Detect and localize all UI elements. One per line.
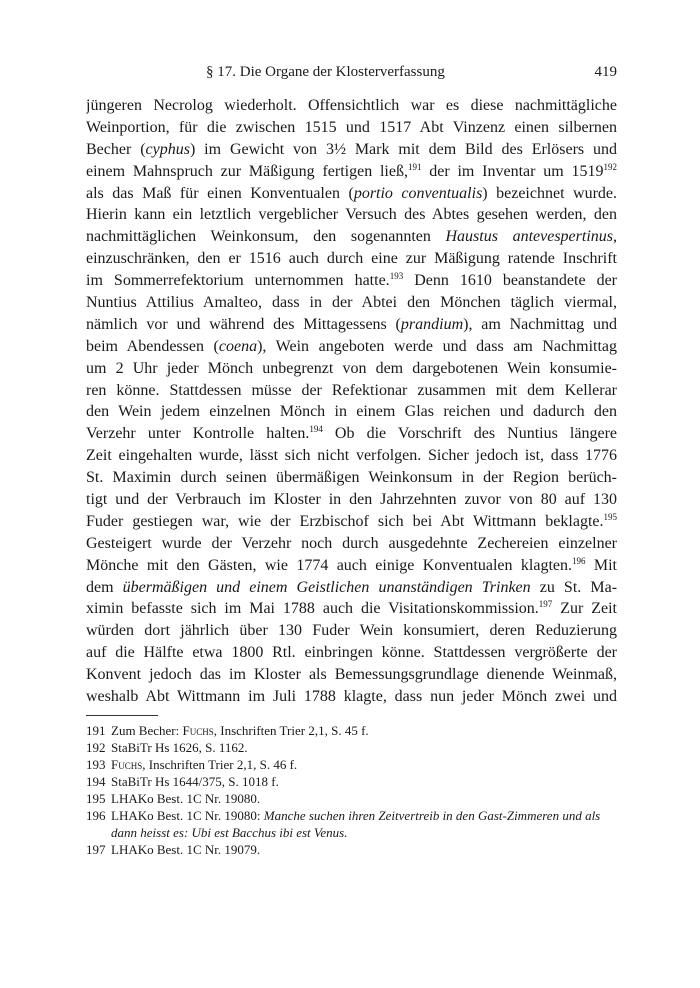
footnote — [86, 807, 617, 841]
page-number: 419 — [594, 64, 617, 80]
footnote — [86, 722, 617, 739]
text-line: beim Abendessen (coena), Wein angeboten werde und dass am Nachmittag — [86, 337, 617, 355]
running-title: § 17. Die Organe der Klosterverfassung — [206, 64, 445, 80]
footnote — [86, 739, 617, 756]
footnote-number: 191 — [86, 723, 106, 738]
text-line: im Sommerrefektorium unternommen hatte.$^{193}$ Denn 1610 beanstandete der — [86, 271, 617, 290]
text-line: ren könne. Stattdessen müsse der Refektionar zusammen mit dem Kellerar — [86, 381, 617, 399]
text-line: ximin befasste sich im Mai 1788 auch die Visitationskommission.$^{197}$ Zur Zeit — [86, 599, 617, 618]
footnote-ref: 196 — [571, 555, 586, 566]
footnote-text: Fuchs, Inschriften Trier 2,1, S. 46 f. — [111, 757, 298, 772]
footnote-number: 193 — [86, 757, 106, 772]
text-line: jüngeren Necrolog wiederholt. Offensichtlich war es diese nachmittägliche — [86, 97, 617, 114]
text-line: Becher (cyphus) im Gewicht von 3½ Mark mit dem Bild des Erlösers und — [86, 140, 617, 158]
text-line: Fuder gestiegen war, wie der Erzbischof sich bei Abt Wittmann beklagte.$^{195}$ — [86, 511, 617, 530]
text-line: einzuschränken, den er 1516 auch durch eine zur Mäßigung ratende Inschrift — [86, 250, 617, 268]
footnote-text: LHAKo Best. 1C Nr. 19080: Manche suchen ihren Zeitvertreib in den Gast-Zimmeren und als dann heisst es: Ubi est Bacchus ibi est Venus. — [111, 808, 601, 840]
main-text — [86, 95, 617, 708]
text-line: als das Maß für einen Konventualen (portio conventualis) bezeichnet wurde. — [86, 184, 617, 202]
text-line: Konvent jedoch das im Kloster als Bemessungsgrundlage dienende Weinmaß, — [86, 666, 617, 684]
text-line: um 2 Uhr jeder Mönch unbegrenzt von dem dargebotenen Wein konsumie- — [86, 359, 617, 377]
text-line: auf die Hälfte etwa 1800 Rtl. einbringen könne. Stattdessen vergrößerte der — [86, 644, 617, 662]
text-line: Hierin kann ein letztlich vergeblicher Versuch des Abtes gesehen werden, den — [86, 206, 617, 224]
footnote-number: 195 — [86, 791, 106, 806]
text-line: tigt und der Verbrauch im Kloster in den Jahrzehnten zuvor von 80 auf 130 — [86, 491, 617, 509]
footnote-text: LHAKo Best. 1C Nr. 19079. — [111, 842, 261, 857]
text-line: Gesteigert wurde der Verzehr noch durch ausgedehnte Zechereien einzelner — [86, 534, 617, 552]
text-line: nämlich vor und während des Mittagessens (prandium), am Nachmittag und — [86, 315, 617, 333]
footnote-ref: 193 — [389, 271, 404, 282]
footnotes — [86, 722, 617, 858]
footnote-ref: 195 — [603, 511, 617, 522]
footnote-number: 196 — [86, 808, 106, 823]
text-line: Zeit eingehalten wurde, lässt sich nicht verfolgen. Sicher jedoch ist, dass 1776 — [86, 447, 617, 465]
footnote-text: Zum Becher: Fuchs, Inschriften Trier 2,1, S. 45 f. — [111, 723, 369, 738]
footnote-ref: 197 — [538, 599, 553, 610]
footnote-number: 192 — [86, 740, 106, 755]
footnote-number: 194 — [86, 774, 106, 789]
text-line: weshalb Abt Wittmann im Juli 1788 klagte, dass nun jeder Mönch zwei und — [86, 688, 617, 706]
footnote-number: 197 — [86, 842, 106, 857]
footnote-text: StaBiTr Hs 1626, S. 1162. — [111, 740, 248, 755]
text-line: würden dort jährlich über 130 Fuder Wein konsumiert, deren Reduzierung — [86, 622, 617, 640]
footnote — [86, 773, 617, 790]
footnote-ref: 194 — [309, 424, 323, 435]
text-line: einem Mahnspruch zur Mäßigung fertigen ließ,$^{191}$ der im Inventar um 1519$^{192}$ — [86, 161, 617, 180]
text-line: Nuntius Attilius Amalteo, dass in der Abtei den Mönchen täglich viermal, — [86, 294, 617, 312]
footnote-text: StaBiTr Hs 1644/375, S. 1018 f. — [111, 774, 279, 789]
text-line: dem übermäßigen und einem Geistlichen unanständigen Trinken zu St. Ma- — [86, 578, 617, 596]
footnote — [86, 841, 617, 858]
footnote-ref: 191 — [407, 161, 422, 172]
footnote — [86, 790, 617, 807]
text-line: Verzehr unter Kontrolle halten.$^{194}$ Ob die Vorschrift des Nuntius längere — [86, 424, 617, 443]
text-line: den Wein jedem einzelnen Mönch in einem Glas reichen und dadurch den — [86, 403, 617, 421]
text-line: St. Maximin durch seinen übermäßigen Weinkonsum in der Region berüch- — [86, 469, 617, 487]
footnote-divider — [86, 715, 158, 716]
text-line: Weinportion, für die zwischen 1515 und 1517 Abt Vinzenz einen silbernen — [86, 118, 617, 136]
text-line: Mönche mit den Gästen, wie 1774 auch einige Konventualen klagten.$^{196}$ Mit — [86, 555, 617, 574]
footnote-ref: 192 — [603, 161, 617, 172]
footnote — [86, 756, 617, 773]
text-line: nachmittäglichen Weinkonsum, den sogenannten Haustus antevespertinus, — [86, 228, 617, 246]
running-header — [86, 58, 617, 84]
footnote-text: LHAKo Best. 1C Nr. 19080. — [111, 791, 261, 806]
